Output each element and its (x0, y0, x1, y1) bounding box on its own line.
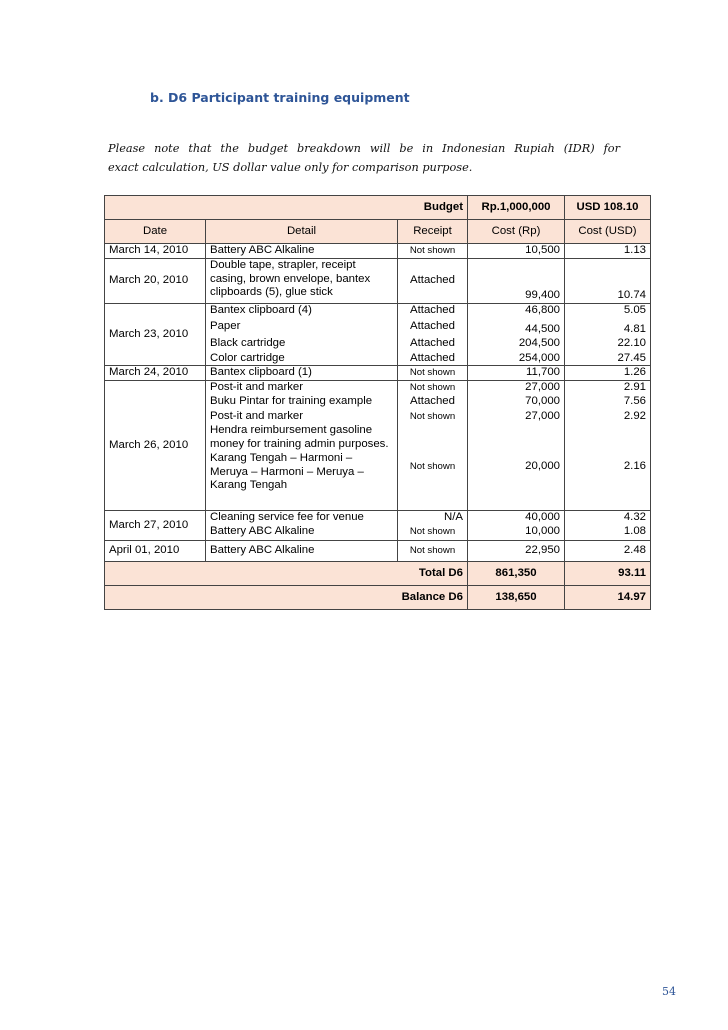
table-row (105, 510, 651, 525)
receipt-cell: Not shown (398, 380, 468, 395)
cost-rp-cell: 44,500 (468, 320, 565, 337)
cost-usd-cell: 2.48 (565, 540, 651, 561)
table-row (105, 244, 651, 259)
column-header-cost-usd: Cost (USD) (565, 220, 651, 244)
cost-rp-cell: 46,800 (468, 304, 565, 320)
cost-usd-cell: 1.13 (565, 244, 651, 259)
table-row (105, 366, 651, 381)
receipt-cell: Attached (398, 395, 468, 410)
cost-usd-cell: 2.16 (565, 424, 651, 510)
receipt-cell: Attached (398, 304, 468, 320)
detail-cell: Bantex clipboard (1) (206, 366, 398, 381)
receipt-cell: Not shown (398, 366, 468, 381)
table-row (105, 540, 651, 561)
cost-usd-cell: 7.56 (565, 395, 651, 410)
detail-cell: Black cartridge (206, 337, 398, 352)
balance-label: Balance D6 (398, 585, 468, 609)
detail-cell: Paper (206, 320, 398, 337)
cost-rp-cell: 40,000 (468, 510, 565, 525)
date-cell: March 27, 2010 (105, 510, 206, 540)
budget-row-blank (105, 196, 398, 220)
cost-rp-cell: 11,700 (468, 366, 565, 381)
balance-row-blank (105, 585, 398, 609)
cost-rp-cell: 204,500 (468, 337, 565, 352)
total-rp: 861,350 (468, 561, 565, 585)
cost-rp-cell: 10,000 (468, 525, 565, 540)
table-row (105, 259, 651, 304)
date-cell: March 23, 2010 (105, 304, 206, 366)
section-heading: b. D6 Participant training equipment (150, 90, 410, 105)
detail-cell: Bantex clipboard (4) (206, 304, 398, 320)
cost-usd-cell: 10.74 (565, 259, 651, 304)
note-line-2: exact calculation, US dollar value only for comparison purpose. (108, 161, 473, 174)
balance-rp: 138,650 (468, 585, 565, 609)
cost-rp-cell: 70,000 (468, 395, 565, 410)
receipt-cell: Not shown (398, 525, 468, 540)
receipt-cell: Not shown (398, 540, 468, 561)
expense-table (104, 195, 651, 610)
receipt-cell: Attached (398, 320, 468, 337)
table-row (105, 380, 651, 395)
cost-rp-cell: 20,000 (468, 424, 565, 510)
cost-usd-cell: 22.10 (565, 337, 651, 352)
detail-cell: Battery ABC Alkaline (206, 244, 398, 259)
budget-usd: USD 108.10 (565, 196, 651, 220)
budget-rp: Rp.1,000,000 (468, 196, 565, 220)
cost-usd-cell: 4.32 (565, 510, 651, 525)
date-cell: April 01, 2010 (105, 540, 206, 561)
column-header-detail: Detail (206, 220, 398, 244)
date-cell: March 14, 2010 (105, 244, 206, 259)
detail-cell: Cleaning service fee for venue (206, 510, 398, 525)
balance-usd: 14.97 (565, 585, 651, 609)
receipt-cell: Not shown (398, 410, 468, 424)
date-cell: March 20, 2010 (105, 259, 206, 304)
date-cell: March 24, 2010 (105, 366, 206, 381)
cost-usd-cell: 1.08 (565, 525, 651, 540)
cost-usd-cell: 5.05 (565, 304, 651, 320)
receipt-cell: Attached (398, 352, 468, 366)
total-label: Total D6 (398, 561, 468, 585)
cost-rp-cell: 27,000 (468, 410, 565, 424)
detail-cell: Battery ABC Alkaline (206, 525, 398, 540)
cost-usd-cell: 2.91 (565, 380, 651, 395)
column-header-row (105, 220, 651, 244)
cost-usd-cell: 1.26 (565, 366, 651, 381)
cost-rp-cell: 10,500 (468, 244, 565, 259)
column-header-cost-rp: Cost (Rp) (468, 220, 565, 244)
detail-cell: Buku Pintar for training example (206, 395, 398, 410)
budget-row (105, 196, 651, 220)
receipt-cell: Attached (398, 337, 468, 352)
receipt-cell: N/A (398, 510, 468, 525)
cost-usd-cell: 2.92 (565, 410, 651, 424)
cost-rp-cell: 22,950 (468, 540, 565, 561)
detail-cell: Post-it and marker (206, 380, 398, 395)
cost-rp-cell: 99,400 (468, 259, 565, 304)
cost-usd-cell: 4.81 (565, 320, 651, 337)
detail-cell: Color cartridge (206, 352, 398, 366)
note-line-1: Please note that the budget breakdown will be in Indonesian Rupiah (IDR) for (108, 142, 620, 155)
cost-rp-cell: 254,000 (468, 352, 565, 366)
date-cell: March 26, 2010 (105, 380, 206, 510)
detail-cell: Post-it and marker (206, 410, 398, 424)
page-number: 54 (662, 985, 676, 998)
table-row (105, 304, 651, 320)
column-header-date: Date (105, 220, 206, 244)
receipt-cell: Not shown (398, 424, 468, 510)
cost-rp-cell: 27,000 (468, 380, 565, 395)
currency-note (108, 139, 620, 177)
cost-usd-cell: 27.45 (565, 352, 651, 366)
detail-cell: Battery ABC Alkaline (206, 540, 398, 561)
total-row (105, 561, 651, 585)
column-header-receipt: Receipt (398, 220, 468, 244)
total-usd: 93.11 (565, 561, 651, 585)
detail-cell: Hendra reimbursement gasoline money for training admin purposes. Karang Tengah – Harmoni – Meruya – Harmoni – Meruya – Karang Tengah (206, 424, 398, 510)
total-row-blank (105, 561, 398, 585)
budget-label: Budget (398, 196, 468, 220)
detail-cell: Double tape, strapler, receipt casing, brown envelope, bantex clipboards (5), glue stick (206, 259, 398, 304)
receipt-cell: Not shown (398, 244, 468, 259)
balance-row (105, 585, 651, 609)
receipt-cell: Attached (398, 259, 468, 304)
